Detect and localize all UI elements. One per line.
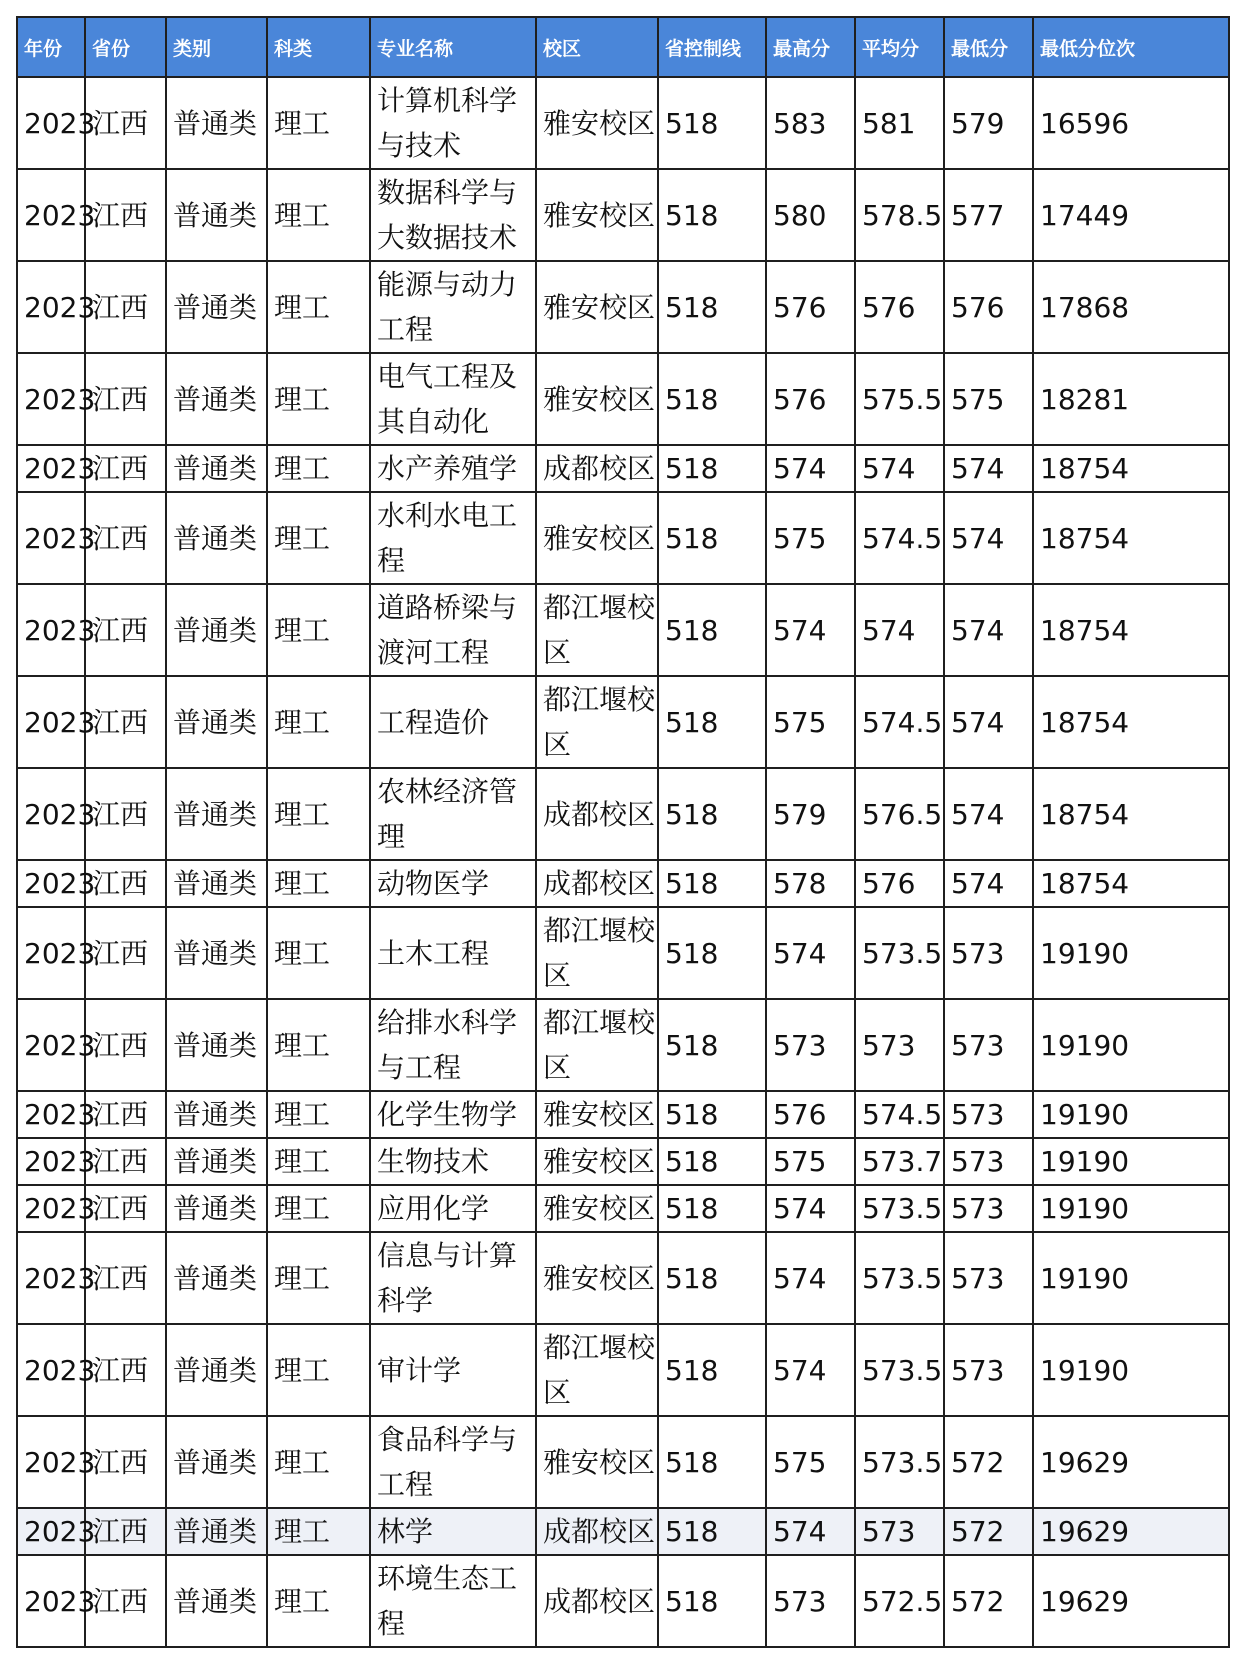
table-row	[17, 1416, 1229, 1508]
table-row	[17, 169, 1229, 261]
table-row	[17, 492, 1229, 584]
cell-min-score: 576	[944, 261, 1033, 353]
cell-subject-type: 理工	[267, 353, 370, 445]
cell-category: 普通类	[166, 1324, 267, 1416]
cell-category: 普通类	[166, 907, 267, 999]
cell-control-line: 518	[658, 445, 766, 492]
cell-control-line: 518	[658, 999, 766, 1091]
cell-min-rank: 18754	[1033, 492, 1229, 584]
cell-avg-score: 573	[855, 1508, 944, 1555]
cell-category: 普通类	[166, 77, 267, 169]
cell-control-line: 518	[658, 1416, 766, 1508]
cell-subject-type: 理工	[267, 676, 370, 768]
cell-min-score: 577	[944, 169, 1033, 261]
cell-campus: 都江堰校区	[536, 1324, 658, 1416]
cell-major-name: 工程造价	[370, 676, 536, 768]
cell-subject-type: 理工	[267, 1138, 370, 1185]
cell-avg-score: 573.5	[855, 1324, 944, 1416]
cell-min-rank: 16596	[1033, 77, 1229, 169]
cell-year: 2023	[17, 1232, 85, 1324]
cell-max-score: 573	[766, 1555, 855, 1647]
cell-min-score: 574	[944, 492, 1033, 584]
cell-category: 普通类	[166, 999, 267, 1091]
cell-control-line: 518	[658, 860, 766, 907]
cell-max-score: 576	[766, 353, 855, 445]
cell-max-score: 574	[766, 907, 855, 999]
cell-min-rank: 18281	[1033, 353, 1229, 445]
cell-province: 江西	[85, 1555, 166, 1647]
cell-major-name: 电气工程及其自动化	[370, 353, 536, 445]
cell-min-score: 575	[944, 353, 1033, 445]
cell-subject-type: 理工	[267, 584, 370, 676]
cell-avg-score: 573.7	[855, 1138, 944, 1185]
cell-category: 普通类	[166, 584, 267, 676]
header-control-line: 省控制线	[658, 17, 766, 77]
cell-year: 2023	[17, 492, 85, 584]
cell-campus: 成都校区	[536, 1555, 658, 1647]
cell-major-name: 信息与计算科学	[370, 1232, 536, 1324]
header-subject-type: 科类	[267, 17, 370, 77]
cell-major-name: 数据科学与大数据技术	[370, 169, 536, 261]
cell-campus: 都江堰校区	[536, 907, 658, 999]
cell-min-score: 574	[944, 676, 1033, 768]
table-row	[17, 261, 1229, 353]
cell-control-line: 518	[658, 77, 766, 169]
cell-major-name: 土木工程	[370, 907, 536, 999]
cell-min-rank: 17868	[1033, 261, 1229, 353]
cell-major-name: 食品科学与工程	[370, 1416, 536, 1508]
cell-avg-score: 581	[855, 77, 944, 169]
cell-avg-score: 576.5	[855, 768, 944, 860]
cell-min-rank: 17449	[1033, 169, 1229, 261]
cell-avg-score: 573.5	[855, 907, 944, 999]
cell-major-name: 动物医学	[370, 860, 536, 907]
cell-major-name: 化学生物学	[370, 1091, 536, 1138]
cell-subject-type: 理工	[267, 77, 370, 169]
cell-min-score: 572	[944, 1508, 1033, 1555]
cell-min-rank: 19190	[1033, 1185, 1229, 1232]
cell-min-rank: 18754	[1033, 584, 1229, 676]
cell-campus: 成都校区	[536, 860, 658, 907]
cell-max-score: 579	[766, 768, 855, 860]
header-campus: 校区	[536, 17, 658, 77]
cell-campus: 雅安校区	[536, 1091, 658, 1138]
cell-major-name: 应用化学	[370, 1185, 536, 1232]
cell-year: 2023	[17, 1508, 85, 1555]
cell-province: 江西	[85, 860, 166, 907]
cell-max-score: 583	[766, 77, 855, 169]
cell-max-score: 573	[766, 999, 855, 1091]
cell-min-score: 573	[944, 1138, 1033, 1185]
cell-category: 普通类	[166, 860, 267, 907]
cell-max-score: 580	[766, 169, 855, 261]
table-row	[17, 1232, 1229, 1324]
table-row	[17, 1324, 1229, 1416]
cell-year: 2023	[17, 1091, 85, 1138]
cell-min-score: 574	[944, 860, 1033, 907]
cell-max-score: 576	[766, 261, 855, 353]
cell-control-line: 518	[658, 353, 766, 445]
cell-min-score: 573	[944, 1232, 1033, 1324]
cell-province: 江西	[85, 907, 166, 999]
cell-campus: 雅安校区	[536, 1416, 658, 1508]
cell-province: 江西	[85, 353, 166, 445]
cell-year: 2023	[17, 353, 85, 445]
cell-control-line: 518	[658, 907, 766, 999]
header-year: 年份	[17, 17, 85, 77]
cell-min-score: 573	[944, 907, 1033, 999]
cell-subject-type: 理工	[267, 860, 370, 907]
cell-province: 江西	[85, 169, 166, 261]
cell-control-line: 518	[658, 1232, 766, 1324]
cell-campus: 都江堰校区	[536, 676, 658, 768]
cell-control-line: 518	[658, 1185, 766, 1232]
cell-max-score: 574	[766, 584, 855, 676]
cell-min-score: 574	[944, 768, 1033, 860]
cell-avg-score: 578.5	[855, 169, 944, 261]
cell-max-score: 575	[766, 492, 855, 584]
header-min-rank: 最低分位次	[1033, 17, 1229, 77]
cell-year: 2023	[17, 676, 85, 768]
cell-major-name: 环境生态工程	[370, 1555, 536, 1647]
cell-min-score: 572	[944, 1555, 1033, 1647]
header-max-score: 最高分	[766, 17, 855, 77]
cell-year: 2023	[17, 999, 85, 1091]
table-row	[17, 907, 1229, 999]
table-row	[17, 77, 1229, 169]
header-min-score: 最低分	[944, 17, 1033, 77]
cell-category: 普通类	[166, 676, 267, 768]
cell-subject-type: 理工	[267, 1416, 370, 1508]
cell-min-rank: 19629	[1033, 1555, 1229, 1647]
cell-min-rank: 19190	[1033, 999, 1229, 1091]
cell-min-rank: 19190	[1033, 1091, 1229, 1138]
cell-min-score: 573	[944, 1091, 1033, 1138]
cell-campus: 成都校区	[536, 1508, 658, 1555]
cell-category: 普通类	[166, 1232, 267, 1324]
cell-control-line: 518	[658, 768, 766, 860]
cell-subject-type: 理工	[267, 1185, 370, 1232]
cell-min-score: 574	[944, 584, 1033, 676]
cell-campus: 成都校区	[536, 768, 658, 860]
cell-max-score: 574	[766, 1508, 855, 1555]
cell-min-score: 574	[944, 445, 1033, 492]
cell-category: 普通类	[166, 445, 267, 492]
table-body	[17, 77, 1229, 1647]
cell-subject-type: 理工	[267, 1232, 370, 1324]
table-header-row	[17, 17, 1229, 77]
cell-campus: 都江堰校区	[536, 999, 658, 1091]
cell-avg-score: 573.5	[855, 1232, 944, 1324]
table-row	[17, 445, 1229, 492]
cell-avg-score: 575.5	[855, 353, 944, 445]
cell-min-rank: 18754	[1033, 445, 1229, 492]
cell-avg-score: 573.5	[855, 1185, 944, 1232]
cell-year: 2023	[17, 1138, 85, 1185]
cell-province: 江西	[85, 768, 166, 860]
cell-major-name: 道路桥梁与渡河工程	[370, 584, 536, 676]
cell-major-name: 林学	[370, 1508, 536, 1555]
cell-control-line: 518	[658, 676, 766, 768]
cell-campus: 成都校区	[536, 445, 658, 492]
table-row	[17, 860, 1229, 907]
cell-avg-score: 576	[855, 261, 944, 353]
cell-category: 普通类	[166, 1091, 267, 1138]
cell-subject-type: 理工	[267, 999, 370, 1091]
cell-year: 2023	[17, 1324, 85, 1416]
cell-campus: 雅安校区	[536, 169, 658, 261]
cell-max-score: 574	[766, 1324, 855, 1416]
cell-avg-score: 574.5	[855, 1091, 944, 1138]
cell-province: 江西	[85, 1138, 166, 1185]
header-major-name: 专业名称	[370, 17, 536, 77]
cell-min-score: 573	[944, 1324, 1033, 1416]
cell-min-rank: 19629	[1033, 1416, 1229, 1508]
cell-subject-type: 理工	[267, 907, 370, 999]
cell-category: 普通类	[166, 1555, 267, 1647]
cell-max-score: 574	[766, 445, 855, 492]
cell-control-line: 518	[658, 492, 766, 584]
table-row	[17, 999, 1229, 1091]
cell-min-score: 573	[944, 1185, 1033, 1232]
cell-major-name: 能源与动力工程	[370, 261, 536, 353]
cell-year: 2023	[17, 1555, 85, 1647]
cell-province: 江西	[85, 999, 166, 1091]
cell-min-rank: 18754	[1033, 676, 1229, 768]
cell-year: 2023	[17, 1416, 85, 1508]
table-row	[17, 1138, 1229, 1185]
cell-max-score: 576	[766, 1091, 855, 1138]
cell-category: 普通类	[166, 169, 267, 261]
cell-province: 江西	[85, 77, 166, 169]
cell-control-line: 518	[658, 169, 766, 261]
table-row	[17, 1508, 1229, 1555]
cell-max-score: 574	[766, 1185, 855, 1232]
cell-province: 江西	[85, 445, 166, 492]
cell-avg-score: 574	[855, 445, 944, 492]
cell-year: 2023	[17, 768, 85, 860]
cell-campus: 雅安校区	[536, 1185, 658, 1232]
cell-min-rank: 19190	[1033, 1138, 1229, 1185]
cell-year: 2023	[17, 860, 85, 907]
table-row	[17, 1091, 1229, 1138]
cell-campus: 都江堰校区	[536, 584, 658, 676]
cell-province: 江西	[85, 676, 166, 768]
cell-control-line: 518	[658, 1324, 766, 1416]
cell-campus: 雅安校区	[536, 353, 658, 445]
cell-year: 2023	[17, 1185, 85, 1232]
cell-avg-score: 572.5	[855, 1555, 944, 1647]
cell-major-name: 计算机科学与技术	[370, 77, 536, 169]
cell-major-name: 生物技术	[370, 1138, 536, 1185]
cell-province: 江西	[85, 1185, 166, 1232]
cell-year: 2023	[17, 445, 85, 492]
table-row	[17, 676, 1229, 768]
cell-subject-type: 理工	[267, 492, 370, 584]
cell-major-name: 水利水电工程	[370, 492, 536, 584]
cell-major-name: 水产养殖学	[370, 445, 536, 492]
cell-subject-type: 理工	[267, 445, 370, 492]
cell-avg-score: 573	[855, 999, 944, 1091]
cell-year: 2023	[17, 261, 85, 353]
cell-avg-score: 576	[855, 860, 944, 907]
cell-min-rank: 18754	[1033, 768, 1229, 860]
cell-year: 2023	[17, 169, 85, 261]
cell-province: 江西	[85, 1091, 166, 1138]
cell-control-line: 518	[658, 1138, 766, 1185]
cell-avg-score: 574.5	[855, 492, 944, 584]
cell-max-score: 575	[766, 1138, 855, 1185]
cell-control-line: 518	[658, 261, 766, 353]
cell-province: 江西	[85, 1324, 166, 1416]
cell-subject-type: 理工	[267, 169, 370, 261]
cell-max-score: 575	[766, 676, 855, 768]
cell-category: 普通类	[166, 1508, 267, 1555]
cell-category: 普通类	[166, 1185, 267, 1232]
cell-min-score: 572	[944, 1416, 1033, 1508]
cell-campus: 雅安校区	[536, 77, 658, 169]
cell-category: 普通类	[166, 261, 267, 353]
cell-campus: 雅安校区	[536, 1138, 658, 1185]
table-row	[17, 353, 1229, 445]
cell-province: 江西	[85, 261, 166, 353]
cell-min-rank: 19629	[1033, 1508, 1229, 1555]
table-row	[17, 1555, 1229, 1647]
cell-major-name: 农林经济管理	[370, 768, 536, 860]
cell-avg-score: 574.5	[855, 676, 944, 768]
cell-province: 江西	[85, 1508, 166, 1555]
cell-control-line: 518	[658, 1508, 766, 1555]
cell-category: 普通类	[166, 1138, 267, 1185]
table-row	[17, 584, 1229, 676]
header-category: 类别	[166, 17, 267, 77]
cell-major-name: 给排水科学与工程	[370, 999, 536, 1091]
cell-major-name: 审计学	[370, 1324, 536, 1416]
cell-year: 2023	[17, 584, 85, 676]
header-avg-score: 平均分	[855, 17, 944, 77]
cell-control-line: 518	[658, 1555, 766, 1647]
cell-province: 江西	[85, 492, 166, 584]
table-row	[17, 1185, 1229, 1232]
cell-avg-score: 573.5	[855, 1416, 944, 1508]
cell-min-rank: 19190	[1033, 1232, 1229, 1324]
table-row	[17, 768, 1229, 860]
cell-subject-type: 理工	[267, 768, 370, 860]
cell-province: 江西	[85, 584, 166, 676]
cell-avg-score: 574	[855, 584, 944, 676]
cell-min-score: 573	[944, 999, 1033, 1091]
cell-subject-type: 理工	[267, 1324, 370, 1416]
header-province: 省份	[85, 17, 166, 77]
cell-max-score: 574	[766, 1232, 855, 1324]
cell-control-line: 518	[658, 1091, 766, 1138]
cell-max-score: 575	[766, 1416, 855, 1508]
cell-province: 江西	[85, 1232, 166, 1324]
cell-max-score: 578	[766, 860, 855, 907]
cell-province: 江西	[85, 1416, 166, 1508]
cell-min-rank: 19190	[1033, 907, 1229, 999]
cell-subject-type: 理工	[267, 261, 370, 353]
cell-campus: 雅安校区	[536, 492, 658, 584]
cell-category: 普通类	[166, 1416, 267, 1508]
cell-min-rank: 19190	[1033, 1324, 1229, 1416]
cell-category: 普通类	[166, 353, 267, 445]
admission-score-table	[16, 16, 1230, 1648]
admission-table-container	[16, 16, 1230, 1648]
cell-campus: 雅安校区	[536, 1232, 658, 1324]
cell-min-rank: 18754	[1033, 860, 1229, 907]
cell-year: 2023	[17, 907, 85, 999]
cell-subject-type: 理工	[267, 1508, 370, 1555]
cell-subject-type: 理工	[267, 1555, 370, 1647]
cell-control-line: 518	[658, 584, 766, 676]
cell-subject-type: 理工	[267, 1091, 370, 1138]
cell-min-score: 579	[944, 77, 1033, 169]
cell-category: 普通类	[166, 492, 267, 584]
cell-campus: 雅安校区	[536, 261, 658, 353]
cell-year: 2023	[17, 77, 85, 169]
cell-category: 普通类	[166, 768, 267, 860]
